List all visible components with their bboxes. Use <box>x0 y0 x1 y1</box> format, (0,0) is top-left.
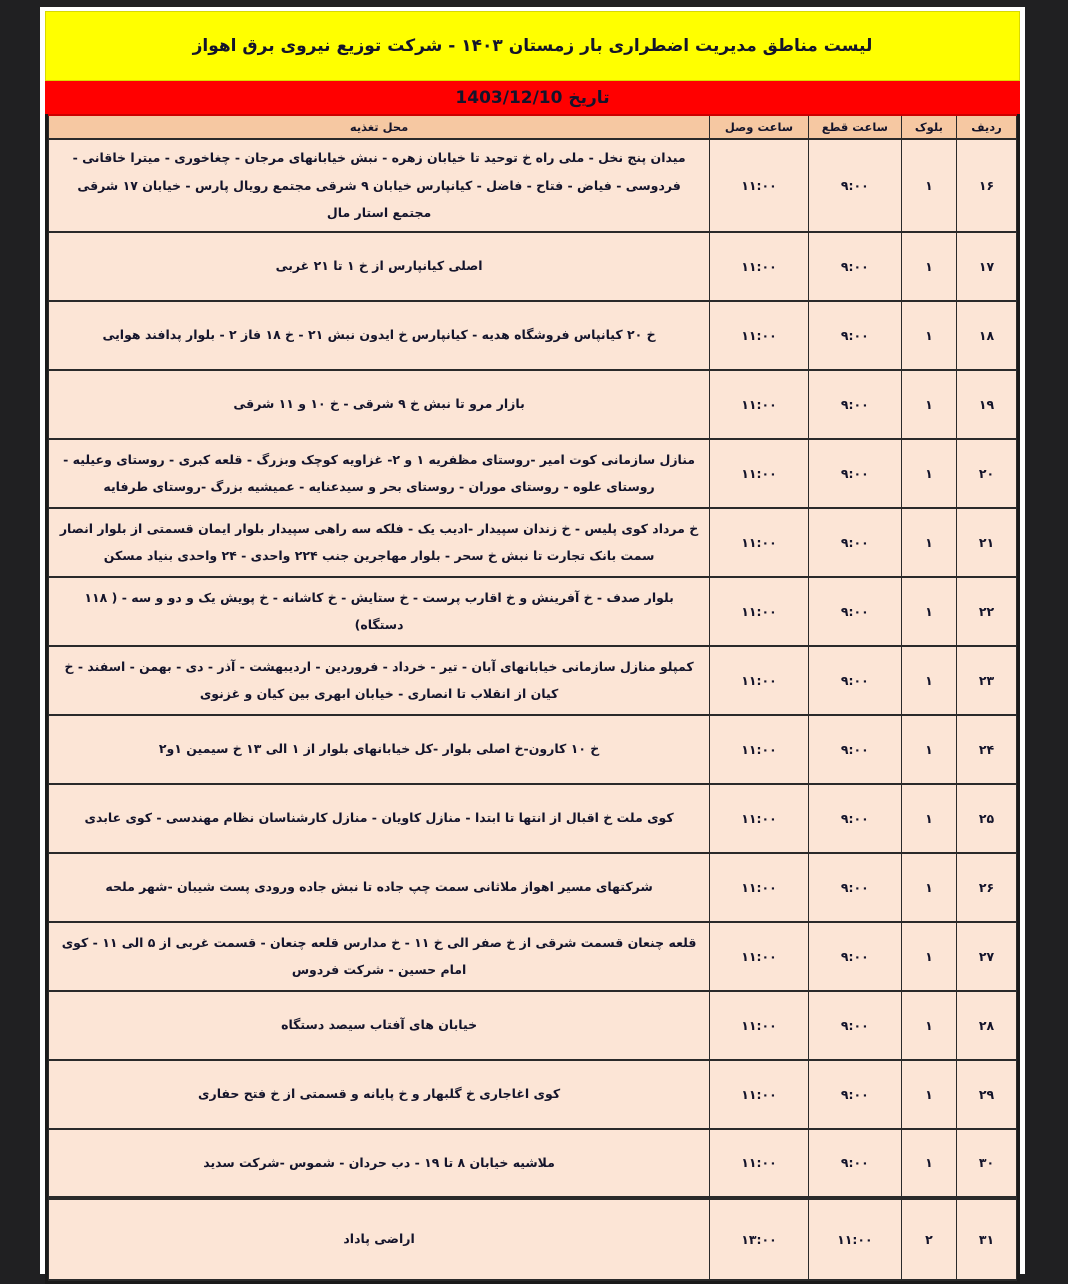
cell-cut-time: ۹:۰۰ <box>808 646 901 715</box>
cell-location: میدان پنج نخل - ملی راه خ توحید تا خیابان زهره - نبش خیابانهای مرجان - چغاخوری - میترا خاقانی - فردوسی - فیاض - فتاح - فاضل - کیانپارس خیابان ۹ شرقی مجتمع رویال پارس - خیابان ۱۷ شرقی مجتمع استار مال <box>49 139 710 232</box>
cell-block: ۱ <box>901 784 956 853</box>
cell-location: خیابان های آفتاب سیصد دستگاه <box>49 991 710 1060</box>
cell-location: قلعه چنعان قسمت شرقی از خ صفر الی خ ۱۱ - خ مدارس قلعه چنعان - قسمت غربی از ۵ الی ۱۱ - کوی امام حسین - شرکت فردوس <box>49 922 710 991</box>
cell-location: اراضی پاداد <box>49 1198 710 1280</box>
header-row-number: ردیف <box>956 115 1016 139</box>
table-row <box>49 139 1017 232</box>
cell-reconnect-time: ۱۱:۰۰ <box>710 1129 809 1198</box>
table-row <box>49 646 1017 715</box>
cell-block: ۱ <box>901 922 956 991</box>
report-title-band <box>45 11 1020 81</box>
cell-reconnect-time: ۱۳:۰۰ <box>710 1198 809 1280</box>
table-row <box>49 370 1017 439</box>
cell-reconnect-time: ۱۱:۰۰ <box>710 508 809 577</box>
header-location: محل تغذیه <box>49 115 710 139</box>
cell-row-number: ۳۰ <box>956 1129 1016 1198</box>
table-row <box>49 1129 1017 1198</box>
cell-reconnect-time: ۱۱:۰۰ <box>710 139 809 232</box>
table-row <box>49 715 1017 784</box>
date-band <box>45 81 1020 114</box>
cell-cut-time: ۹:۰۰ <box>808 853 901 922</box>
outage-schedule-table <box>48 114 1017 1281</box>
cell-row-number: ۲۴ <box>956 715 1016 784</box>
cell-reconnect-time: ۱۱:۰۰ <box>710 232 809 301</box>
table-row <box>49 439 1017 508</box>
table-row <box>49 577 1017 646</box>
cell-cut-time: ۹:۰۰ <box>808 784 901 853</box>
cell-block: ۱ <box>901 853 956 922</box>
cell-cut-time: ۹:۰۰ <box>808 1129 901 1198</box>
cell-row-number: ۲۶ <box>956 853 1016 922</box>
table-row <box>49 1198 1017 1280</box>
cell-reconnect-time: ۱۱:۰۰ <box>710 577 809 646</box>
cell-block: ۱ <box>901 508 956 577</box>
header-cut-time: ساعت قطع <box>808 115 901 139</box>
cell-block: ۱ <box>901 577 956 646</box>
table-row <box>49 232 1017 301</box>
cell-location: منازل سازمانی کوت امیر -روستای مظفریه ۱ و ۲- غزاویه کوچک وبزرگ - قلعه کبری - روستای وعیلیه - روستای علوه - روستای موران - روستای بحر و سیدعنایه - عمیشیه بزرگ -روستای طرفایه <box>49 439 710 508</box>
cell-reconnect-time: ۱۱:۰۰ <box>710 991 809 1060</box>
cell-row-number: ۱۶ <box>956 139 1016 232</box>
cell-cut-time: ۹:۰۰ <box>808 232 901 301</box>
cell-cut-time: ۹:۰۰ <box>808 370 901 439</box>
cell-reconnect-time: ۱۱:۰۰ <box>710 715 809 784</box>
cell-reconnect-time: ۱۱:۰۰ <box>710 439 809 508</box>
cell-location: کمپلو منازل سازمانی خیابانهای آبان - تیر - خرداد - فروردین - اردیبهشت - آذر - دی - بهمن - اسفند - خ کیان از انقلاب تا انصاری - خیابان ابهری بین کیان و غزنوی <box>49 646 710 715</box>
cell-row-number: ۲۸ <box>956 991 1016 1060</box>
table-row <box>49 991 1017 1060</box>
cell-block: ۱ <box>901 991 956 1060</box>
cell-block: ۱ <box>901 232 956 301</box>
cell-cut-time: ۱۱:۰۰ <box>808 1198 901 1280</box>
cell-reconnect-time: ۱۱:۰۰ <box>710 301 809 370</box>
cell-block: ۱ <box>901 139 956 232</box>
cell-row-number: ۲۲ <box>956 577 1016 646</box>
cell-reconnect-time: ۱۱:۰۰ <box>710 370 809 439</box>
table-body <box>49 139 1017 1280</box>
cell-location: بازار مرو تا نبش خ ۹ شرقی - خ ۱۰ و ۱۱ شرقی <box>49 370 710 439</box>
cell-cut-time: ۹:۰۰ <box>808 991 901 1060</box>
cell-row-number: ۲۰ <box>956 439 1016 508</box>
cell-block: ۱ <box>901 370 956 439</box>
cell-row-number: ۲۷ <box>956 922 1016 991</box>
cell-reconnect-time: ۱۱:۰۰ <box>710 922 809 991</box>
cell-location: ملاشیه خیابان ۸ تا ۱۹ - دب حردان - شموس -شرکت سدید <box>49 1129 710 1198</box>
cell-location: کوی ملت خ اقبال از انتها تا ابتدا - منازل کاویان - منازل کارشناسان نظام مهندسی - کوی عابدی <box>49 784 710 853</box>
report-page <box>40 7 1025 1274</box>
report-title: لیست مناطق مدیریت اضطراری بار زمستان ۱۴۰۳ - شرکت توزیع نیروی برق اهواز <box>192 36 873 56</box>
cell-block: ۱ <box>901 646 956 715</box>
report-date: تاریخ 1403/12/10 <box>455 87 610 108</box>
cell-row-number: ۳۱ <box>956 1198 1016 1280</box>
cell-block: ۱ <box>901 301 956 370</box>
header-reconnect-time: ساعت وصل <box>710 115 809 139</box>
cell-block: ۱ <box>901 1060 956 1129</box>
cell-row-number: ۲۹ <box>956 1060 1016 1129</box>
cell-reconnect-time: ۱۱:۰۰ <box>710 853 809 922</box>
cell-reconnect-time: ۱۱:۰۰ <box>710 646 809 715</box>
cell-cut-time: ۹:۰۰ <box>808 577 901 646</box>
cell-cut-time: ۹:۰۰ <box>808 301 901 370</box>
cell-cut-time: ۹:۰۰ <box>808 139 901 232</box>
cell-block: ۱ <box>901 1129 956 1198</box>
table-row <box>49 853 1017 922</box>
cell-cut-time: ۹:۰۰ <box>808 439 901 508</box>
table-row <box>49 1060 1017 1129</box>
cell-row-number: ۲۱ <box>956 508 1016 577</box>
cell-location: بلوار صدف - خ آفرینش و خ اقارب پرست - خ ستایش - خ کاشانه - خ پویش یک و دو و سه - ( ۱۱۸ دستگاه) <box>49 577 710 646</box>
outage-table-wrapper <box>45 114 1020 1284</box>
table-row <box>49 784 1017 853</box>
cell-location: خ ۱۰ کارون-خ اصلی بلوار -کل خیابانهای بلوار از ۱ الی ۱۳ خ سیمین ۱و۲ <box>49 715 710 784</box>
cell-block: ۱ <box>901 439 956 508</box>
cell-cut-time: ۹:۰۰ <box>808 715 901 784</box>
cell-cut-time: ۹:۰۰ <box>808 922 901 991</box>
cell-cut-time: ۹:۰۰ <box>808 1060 901 1129</box>
cell-location: کوی اغاجاری خ گلبهار و خ پایانه و قسمتی از خ فتح حفاری <box>49 1060 710 1129</box>
cell-location: خ مرداد کوی پلیس - خ زندان سپیدار -ادیب یک - فلکه سه راهی سپیدار بلوار ایمان قسمتی از بلوار انصار سمت بانک تجارت تا نبش خ سحر - بلوار مهاجرین جنب ۲۲۴ واحدی - ۲۴ واحدی بنیاد مسکن <box>49 508 710 577</box>
table-row <box>49 922 1017 991</box>
cell-block: ۱ <box>901 715 956 784</box>
cell-row-number: ۱۸ <box>956 301 1016 370</box>
cell-row-number: ۲۵ <box>956 784 1016 853</box>
cell-row-number: ۲۳ <box>956 646 1016 715</box>
cell-location: شرکتهای مسیر اهواز ملاثانی سمت چپ جاده تا نبش جاده ورودی پست شیبان -شهر ملحه <box>49 853 710 922</box>
cell-location: اصلی کیانپارس از خ ۱ تا ۲۱ غربی <box>49 232 710 301</box>
table-row <box>49 301 1017 370</box>
cell-reconnect-time: ۱۱:۰۰ <box>710 784 809 853</box>
cell-reconnect-time: ۱۱:۰۰ <box>710 1060 809 1129</box>
table-header-row <box>49 115 1017 139</box>
cell-cut-time: ۹:۰۰ <box>808 508 901 577</box>
cell-row-number: ۱۷ <box>956 232 1016 301</box>
cell-location: خ ۲۰ کیانپاس فروشگاه هدیه - کیانپارس خ ایدون نبش ۲۱ - خ ۱۸ فاز ۲ - بلوار پدافند هوایی <box>49 301 710 370</box>
header-block: بلوک <box>901 115 956 139</box>
cell-row-number: ۱۹ <box>956 370 1016 439</box>
table-row <box>49 508 1017 577</box>
cell-block: ۲ <box>901 1198 956 1280</box>
